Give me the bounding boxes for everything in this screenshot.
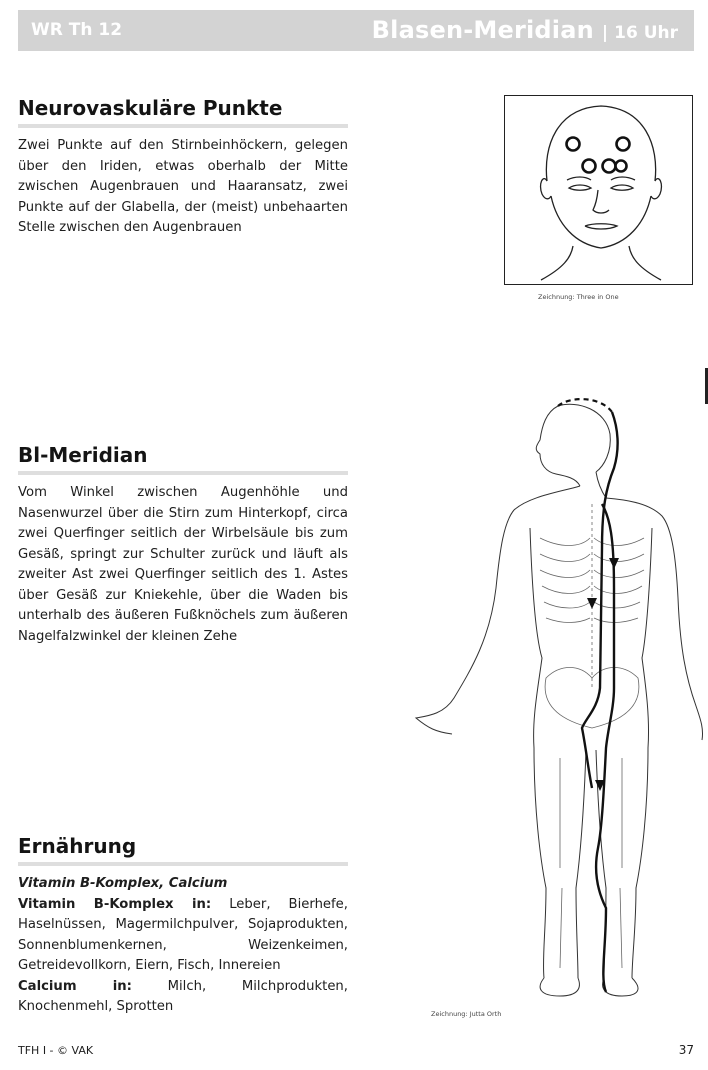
vitamin-b-text: Leber, Bierhefe, Haselnüssen, Magermilchpulver, Sojaprodukten, Sonnenblumenkernen, Weizenkeimen, Getreidevollkorn, Eiern, Fisch, Innereien xyxy=(18,896,348,973)
header-separator: | xyxy=(601,23,609,43)
vitamin-b-label: Vitamin B-Komplex in: xyxy=(18,896,212,912)
bl-meridian-heading: Bl-Meridian xyxy=(18,443,348,475)
pelvis xyxy=(545,668,639,729)
left-ear xyxy=(541,179,551,199)
footer-source: TFH I - © VAK xyxy=(18,1044,94,1057)
page-number: 37 xyxy=(678,1043,694,1057)
mouth xyxy=(585,224,617,229)
bl-meridian-section xyxy=(18,443,348,647)
right-eye xyxy=(611,185,633,190)
head-outline xyxy=(546,106,655,181)
right-ear xyxy=(651,179,661,199)
leg-bones xyxy=(560,758,622,968)
face-illustration xyxy=(504,95,693,285)
neck-right xyxy=(629,246,661,280)
torso-left xyxy=(530,528,542,748)
point-glabella-right xyxy=(603,160,616,173)
point-glabella-left xyxy=(583,160,596,173)
header-time: 16 Uhr xyxy=(614,23,678,43)
ribs-left xyxy=(540,538,590,623)
neck-left xyxy=(541,246,573,280)
left-arm xyxy=(416,486,580,734)
vitamin-b-sources xyxy=(18,895,348,977)
bl-meridian-text: Vom Winkel zwischen Augenhöhle und Nasenwurzel über die Stirn zum Hinterkopf, circa zwei Querfinger seitlich der Wirbelsäule bis zum Gesäß, springt zur Schulter zurück und läuft als zweiter Ast zwei Querfinger seitlich des 1. Astes über Gesäß zur Kniekehle, über die Waden bis unterhalb des äußeren Fußknöchels zum äußeren Nagelfalzwinkel der kleinen Zehe xyxy=(18,485,348,644)
right-eyebrow xyxy=(611,177,635,180)
meridian-arrow-1 xyxy=(609,558,619,569)
right-arm xyxy=(606,498,703,740)
body-drawing xyxy=(410,388,708,1008)
left-leg-outer xyxy=(534,748,546,978)
right-foot xyxy=(603,978,638,996)
left-leg-inner xyxy=(576,750,586,978)
meridian-head-dashed xyxy=(558,399,612,412)
nutrition-subheading: Vitamin B-Komplex, Calcium xyxy=(18,876,228,891)
face-profile xyxy=(536,406,580,486)
torso-right xyxy=(642,528,652,748)
calcium-text: Milch, Milchprodukten, Knochenmehl, Sprotten xyxy=(18,978,348,1014)
calcium-sources xyxy=(18,977,348,1018)
neurovascular-text: Zwei Punkte auf den Stirnbeinhöckern, gelegen über den Iriden, etwas oberhalb der Mitte zwischen Augenbrauen und Haaransatz, zwei Punkte auf der Glabella, der (meist) unbehaarten Stelle zwischen den Augenbrauen xyxy=(18,138,348,235)
page-header xyxy=(18,10,694,51)
neck-back xyxy=(596,472,606,498)
left-foot xyxy=(540,978,579,996)
neurovascular-heading: Neurovaskuläre Punkte xyxy=(18,96,348,128)
skull-back xyxy=(558,404,610,472)
point-frontal-left xyxy=(567,138,580,151)
right-leg-outer xyxy=(632,748,648,978)
body-illustration xyxy=(410,388,708,1008)
left-eyebrow xyxy=(567,177,591,180)
header-section-code: WR Th 12 xyxy=(31,20,123,40)
body-credit: Zeichnung: Jutta Orth xyxy=(431,1010,502,1018)
nutrition-section xyxy=(18,834,348,1018)
nutrition-heading: Ernährung xyxy=(18,834,348,866)
header-title-group xyxy=(372,10,678,54)
point-frontal-right xyxy=(617,138,630,151)
neurovascular-section xyxy=(18,96,348,239)
face-drawing xyxy=(505,96,691,283)
jaw-outline xyxy=(551,196,651,248)
point-glabella-outer xyxy=(616,161,627,172)
header-title: Blasen-Meridian xyxy=(371,16,594,44)
face-credit: Zeichnung: Three in One xyxy=(538,293,619,301)
left-eye xyxy=(569,185,591,190)
calcium-label: Calcium in: xyxy=(18,978,132,994)
nose xyxy=(593,190,609,213)
